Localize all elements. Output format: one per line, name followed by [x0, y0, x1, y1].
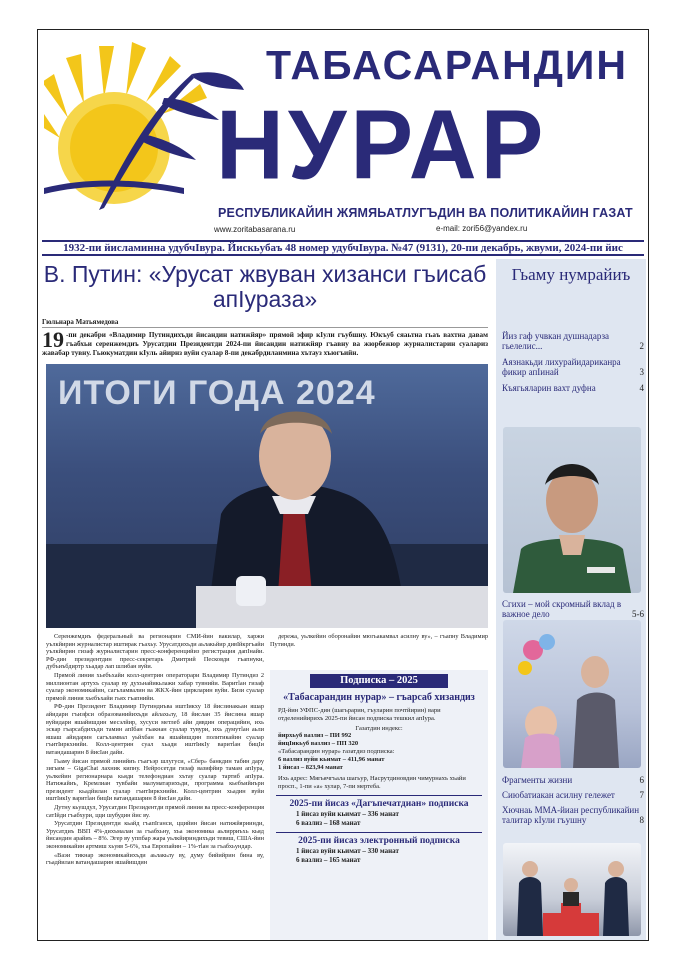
- contents-sidebar: [496, 259, 646, 940]
- article-lead: [42, 327, 488, 358]
- mma-winners-photo: [503, 843, 641, 936]
- paragraph: дережа, уьлкейин оборонайин мюгьакамвал асилну ву», – гъапну Владимир Путинди.: [270, 633, 488, 648]
- toc-item[interactable]: [502, 790, 642, 800]
- toc-item-text: Хючнаь ММА-йиан республикайин талитар кIули гъушну: [502, 805, 640, 825]
- contents-title: Гьаму нумрайиъ: [511, 265, 631, 284]
- toc-item-text: Сгихи – мой скромный вклад в важное дело: [502, 599, 622, 619]
- index-line-2: йицIикьуб вазлиз – ПП 320: [278, 740, 359, 748]
- president-photo-figure: [46, 364, 488, 628]
- toc-item[interactable]: [502, 599, 642, 619]
- dagpechat-price-1: 1 йисаз вуйи кьимат – 336 манат: [296, 809, 399, 818]
- issue-line: 1932-пи йисламинна удубчIвура. Йискьубаъ 48 номер удубчIвура. №47 (9131), 20-пи декабрь, жвуми, 2024-пи йис: [42, 240, 644, 256]
- article-author: Гюльнара Матьямедова: [42, 318, 488, 328]
- dagpechat-subscription: [276, 795, 482, 828]
- address-text: Ихь адрес: Мягьячгъала шагьур, Насрутдиновдин чимурнахъ хъайи просп., 1-пи «а» хулар, 7-пи мертеба.: [278, 775, 466, 791]
- masthead-title-main: НУРАР: [216, 89, 548, 200]
- main-article: [42, 260, 488, 940]
- toc-item-text: Аязнакьди лихурайидариканра фикир апIинай: [502, 357, 621, 377]
- dagpechat-title: 2025-пи йисаз «Дагъпечатдиан» подписка: [289, 798, 469, 809]
- soldier-portrait: [503, 427, 641, 593]
- clown-balloons-scene: [503, 620, 641, 768]
- paragraph: Серенжемдиъ федеральный ва регионарин СМИ-йин вакилар, харжи уълкйирин журналистар иштирак гъахьу. Урусатдихъди аьлакьйир дивIйкргъайи уълкйирин гизаф журналистарин пресс-конференцийиз регистрация дапIнайи. РФ-дин президентдин пресс-секретарь Дмитрий Песковди гъапнуки, дубъиъбдиртр хьадар лап шлибан вуйи.: [46, 633, 264, 671]
- article-headline: В. Путин: «Урусат жвуван хизанси гъисаб апIураза»: [43, 261, 487, 312]
- masthead: [38, 30, 649, 238]
- price-label: «Табасарандин нурар» газатдиз подписка:: [278, 747, 395, 755]
- toc-item[interactable]: [502, 805, 642, 825]
- children-party-photo: [503, 620, 641, 768]
- electronic-price-2: 6 вазлиз – 165 манат: [296, 855, 361, 864]
- toc-group-3: [502, 775, 642, 825]
- toc-item-text: Къягьяларин вахт дуфна: [502, 383, 596, 393]
- email-link[interactable]: e-mail: zori56@yandex.ru: [436, 224, 528, 233]
- lead-text: -пи декабри «Владимир Путиндихъди йисандин натижйяр» прямой эфир кIули гъубшну. Юкъуб сяаьтна гьаъ вахтна давам гъабхьи серенжемдиъ Урусатдин Президентди 2024-пи йисандин натижйяр гъавну ва жюрбежюр журналистарин суалариз жавабар тувну. Гьюкуматдин кIуль айирнз вуйи суалар 8-пи декабрдиланмина хътауз хъюгъийн.: [42, 331, 488, 357]
- paragraph: Дутну кьушдул, Урусатдин Президентди прямой линия ва пресс-конференция сатIйди гъабхури, цци шубудин йис ву.: [46, 804, 264, 819]
- paragraph: «Ваэи тикнар экономикайихъди аьлакьлу ву, думу бийийрин бина ву, гъадйилан ватандашарин яшайишдин: [46, 851, 264, 867]
- dagpechat-price-2: 6 вазлиз – 168 манат: [296, 818, 361, 827]
- index-label: Газатдин индекс:: [355, 724, 403, 732]
- toc-item-page: 6: [639, 775, 644, 785]
- article-column-1: [46, 633, 264, 868]
- drop-cap: 19: [42, 327, 64, 352]
- paragraph: Прямой линия хьебъхайи колл-центрин операторари Владимир Путиндиз 2 миллионтан артухъ суалар ву духънайикьлажи хабар тувнийи. Варитlан гизаф суалар экономикайин, сагъламвалин ва ЖКХ-йин циркларин вуйи. Бизи суалар прямой линия хьебъхайи гьях гъапнийи.: [46, 671, 264, 702]
- photo-banner-text: ИТОГИ ГОДА 2024: [58, 374, 376, 412]
- paragraph: РФ-дин Президент Владимир Путиндиъва иштIикху 18 йисзинакьан яшар айидари гъизфси образованийихъди айлахьлу, 18 йислан 35 йисзина яшар вуйидари яшайишдин месэлйир, хусуси метлеб айи дявдин операцийин, ихь эскар гъарсабдихъди тамин апIбан гъакнан суалар тувури, ихь думутlан аьли яшаш айидарин сагъламвал уьйхбан ва яшайишдин политикайин суалар гъитIиркхнийи. Колл-центрин суал хьади иштIикIу варитlан бицIи ватандашарин 8 йисIан дайи.: [46, 703, 264, 756]
- soldier-photo: [503, 427, 641, 593]
- subscription-intro: РД-йин УФПС-дин (шагьрарин, гъуларин почтйирин) вари отделенийирихъ 2025-пи йисан подписка тешкил апIура.: [278, 707, 441, 722]
- paragraph: Гьаму йисан прямой линийиъ гъагъэр шлугуси, «Сбер» банкдин табин дару зигьим – GigaChat лахник кипну. Нейросетди гизаф вазифйир тамам апIура, уьлкейин регионарнара кьяди телефондиан хътау суалар тартиб апIура. Натижайиъ, Кремлиан тувбайи малуматарихъди, программа кьебъийиъри президент кьадйилан суалар гъитIиркхнийи. Колл-центрин хьадин вуйи иштIикIу варитlан бицIи ватандашарин 8 йисIан дайи.: [46, 757, 264, 803]
- toc-group-2: [502, 599, 642, 619]
- podium-scene: [503, 843, 641, 936]
- electronic-title: 2025-пи йисаз электронный подписка: [298, 835, 460, 846]
- subscription-heading: «Табасарандин нурар» – гъарсаб хизандиз: [283, 692, 475, 703]
- toc-item-text: Сиюбатиакан асилну гележет: [502, 790, 615, 800]
- subscription-details: [278, 707, 480, 791]
- subscription-box: [270, 670, 488, 941]
- toc-item-page: 8: [639, 815, 644, 825]
- toc-item[interactable]: [502, 383, 642, 393]
- electronic-price-1: 1 йисаз вуйи кьимат – 330 манат: [296, 846, 399, 855]
- toc-item-page: 4: [639, 383, 644, 393]
- website-link[interactable]: www.zoritabasarana.ru: [214, 225, 296, 234]
- article-column-2: [270, 633, 488, 649]
- price-line-1: 6 вазлиз вуйи кьимат – 411,96 манат: [278, 755, 385, 763]
- newspaper-page: [37, 29, 649, 941]
- toc-group-1: [502, 331, 642, 393]
- toc-item-text: Йиз гаф учвкан душнадарза гьелелис...: [502, 331, 610, 351]
- toc-item[interactable]: [502, 775, 642, 785]
- toc-item-page: 2: [639, 341, 644, 351]
- toc-item[interactable]: [502, 357, 642, 377]
- toc-item-page: 5-6: [632, 609, 644, 619]
- electronic-subscription: [276, 832, 482, 865]
- toc-item-text: Фрагменты жизни: [502, 775, 573, 785]
- subscription-banner: Подписка – 2025: [310, 674, 448, 688]
- article-photo: [46, 364, 488, 628]
- price-line-2: 1 йисаз – 823,94 манат: [278, 763, 343, 771]
- masthead-title-top: ТАБАСАРАНДИН: [266, 42, 629, 88]
- toc-item[interactable]: [502, 331, 642, 351]
- paragraph: Урусатдин Президентди кьайд гъапIганси, ццийин йисан натижйяриинди, Урусатдиъ ВВП 4%-дихъмалан за гъабхьну, хъа экономика аьлирриъхь кьяд йисандин арайиъ – 8%. Эгер ву уппбар жара уьлкйириндихъди тевиш, США-йин экономикайин артмиш хьуяв 5-6%, хъа Европайин – 1%-тlан за гъабхьундар.: [46, 820, 264, 851]
- toc-item-page: 3: [639, 367, 644, 377]
- masthead-subtitle: РЕСПУБЛИКАЙИН ЖЯМЯЬАТЛУГЪДИН ВА ПОЛИТИКАЙИН ГАЗАТ: [218, 206, 633, 220]
- toc-item-page: 7: [639, 790, 644, 800]
- index-line-1: йирхьуб вазлиз – ПИ 992: [278, 732, 352, 740]
